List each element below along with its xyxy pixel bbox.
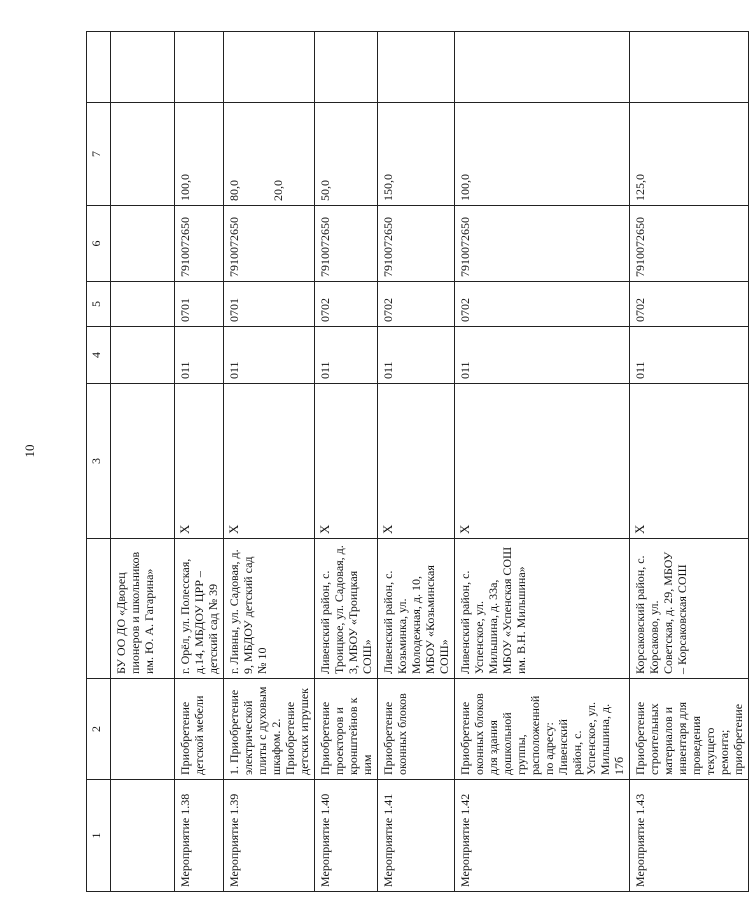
header-col-1: 1 bbox=[87, 780, 111, 892]
cell-c6 bbox=[111, 206, 175, 282]
table-row bbox=[175, 32, 224, 892]
cell-name bbox=[111, 679, 175, 780]
cell-c4: 011 bbox=[378, 327, 455, 384]
cell-c6: 7910072650 bbox=[175, 206, 224, 282]
cell-c5: 0701 bbox=[175, 282, 224, 327]
cell-amount: 125,0 bbox=[630, 103, 749, 206]
cell-address: Ливенский район, с. Успенское, ул. Мильшина, д. 33а, МБОУ «Успенская СОШ им. В.Н. Мильшина» bbox=[455, 539, 630, 679]
cell-address: г. Орёл, ул. Полесская, д.14, МБДОУ ЦРР – детский сад № 39 bbox=[175, 539, 224, 679]
cell-extra bbox=[455, 32, 630, 103]
cell-id: Мероприятие 1.42 bbox=[455, 780, 630, 892]
budget-table bbox=[86, 31, 749, 892]
header-col-4: 4 bbox=[87, 327, 111, 384]
cell-c4: 011 bbox=[630, 327, 749, 384]
cell-amount: 150,0 bbox=[378, 103, 455, 206]
cell-address: г. Ливны, ул. Садовая, д. 9, МБДОУ детский сад № 10 bbox=[224, 539, 315, 679]
cell-amount bbox=[111, 103, 175, 206]
table-row bbox=[224, 32, 315, 892]
cell-name: 1. Приобретение электрической плиты с духовым шкафом. 2. Приобретение детских игрушек bbox=[224, 679, 315, 780]
cell-amount: 50,0 bbox=[315, 103, 378, 206]
cell-c4 bbox=[111, 327, 175, 384]
cell-c3 bbox=[111, 384, 175, 539]
amount-line-2: 20,0 bbox=[271, 180, 285, 201]
cell-c4: 011 bbox=[175, 327, 224, 384]
cell-address: Ливенский район, с. Козьминка, ул. Молодежная, д. 10, МБОУ «Козьминская СОШ» bbox=[378, 539, 455, 679]
cell-name: Приобретение оконных блоков для здания дошкольной группы, расположенной по адресу: Ливенский район, с. Успенское, ул. Мильшина, д. 17б bbox=[455, 679, 630, 780]
cell-c5: 0702 bbox=[315, 282, 378, 327]
table-row bbox=[111, 32, 175, 892]
cell-c6: 7910072650 bbox=[630, 206, 749, 282]
table-row bbox=[378, 32, 455, 892]
cell-c3: Х bbox=[378, 384, 455, 539]
header-col-3: 3 bbox=[87, 384, 111, 539]
cell-address: Ливенский район, с. Троицкое, ул. Садовая, д. 3, МБОУ «Троицкая СОШ» bbox=[315, 539, 378, 679]
cell-extra bbox=[175, 32, 224, 103]
header-col-2b bbox=[87, 539, 111, 679]
cell-c4: 011 bbox=[315, 327, 378, 384]
cell-name: Приобретение детской мебели bbox=[175, 679, 224, 780]
cell-id: Мероприятие 1.39 bbox=[224, 780, 315, 892]
cell-amount bbox=[224, 103, 315, 206]
table-row bbox=[315, 32, 378, 892]
cell-id: Мероприятие 1.41 bbox=[378, 780, 455, 892]
cell-amount: 100,0 bbox=[175, 103, 224, 206]
cell-c5: 0702 bbox=[630, 282, 749, 327]
cell-c5 bbox=[111, 282, 175, 327]
header-col-extra bbox=[87, 32, 111, 103]
cell-c3: Х bbox=[630, 384, 749, 539]
cell-address: Корсаковский район, с. Корсаково, ул. Советская, д. 29, МБОУ – Корсаковская СОШ bbox=[630, 539, 749, 679]
table-row bbox=[630, 32, 749, 892]
cell-c3: Х bbox=[455, 384, 630, 539]
cell-extra bbox=[224, 32, 315, 103]
page-number: 10 bbox=[22, 444, 37, 458]
cell-c4: 011 bbox=[224, 327, 315, 384]
header-col-2: 2 bbox=[87, 679, 111, 780]
cell-c3: Х bbox=[315, 384, 378, 539]
cell-c6: 7910072650 bbox=[378, 206, 455, 282]
cell-c6: 7910072650 bbox=[224, 206, 315, 282]
cell-address: БУ ОО ДО «Дворец пионеров и школьников им. Ю. А. Гагарина» bbox=[111, 539, 175, 679]
cell-extra bbox=[378, 32, 455, 103]
cell-id: Мероприятие 1.38 bbox=[175, 780, 224, 892]
cell-c6: 7910072650 bbox=[315, 206, 378, 282]
cell-c3: Х bbox=[175, 384, 224, 539]
header-row bbox=[87, 32, 111, 892]
header-col-5: 5 bbox=[87, 282, 111, 327]
cell-amount: 100,0 bbox=[455, 103, 630, 206]
cell-c5: 0701 bbox=[224, 282, 315, 327]
header-col-6: 6 bbox=[87, 206, 111, 282]
cell-id: Мероприятие 1.43 bbox=[630, 780, 749, 892]
table-row bbox=[455, 32, 630, 892]
cell-extra bbox=[315, 32, 378, 103]
cell-c3: Х bbox=[224, 384, 315, 539]
cell-c5: 0702 bbox=[455, 282, 630, 327]
cell-name: Приобретение проекторов и кронштейнов к ним bbox=[315, 679, 378, 780]
cell-name: Приобретение оконных блоков bbox=[378, 679, 455, 780]
cell-extra bbox=[111, 32, 175, 103]
rotated-table-wrapper bbox=[86, 32, 745, 892]
cell-c6: 7910072650 bbox=[455, 206, 630, 282]
cell-id: Мероприятие 1.40 bbox=[315, 780, 378, 892]
amount-line-1: 80,0 bbox=[227, 180, 241, 201]
cell-c5: 0702 bbox=[378, 282, 455, 327]
cell-name: Приобретение строительных материалов и инвентаря для проведения текущего ремонта; приобретение bbox=[630, 679, 749, 780]
header-col-7: 7 bbox=[87, 103, 111, 206]
cell-extra bbox=[630, 32, 749, 103]
cell-c4: 011 bbox=[455, 327, 630, 384]
cell-id bbox=[111, 780, 175, 892]
